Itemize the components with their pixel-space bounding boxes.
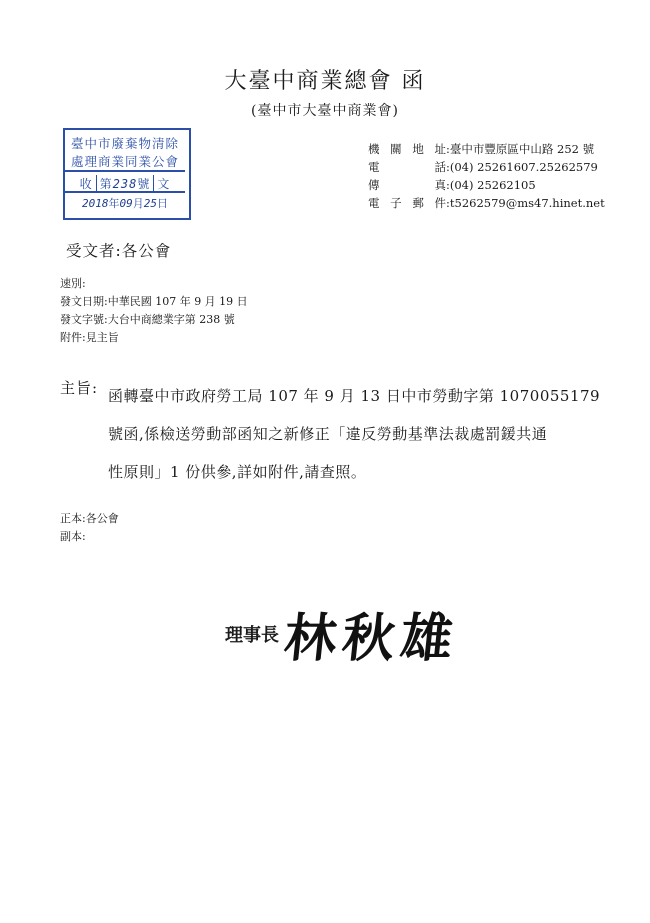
contact-phone-line: 電 話:(04) 25261607.25262579	[368, 160, 598, 174]
recipient: 受文者:各公會	[66, 242, 172, 260]
stamp-date-day-unit: 日	[157, 197, 168, 210]
stamp-doc-char: 文	[153, 175, 173, 192]
fax-value: (04) 25262105	[449, 178, 536, 192]
meta-date: 發文日期:中華民國 107 年 9 月 19 日	[60, 295, 248, 308]
subject-line: 號函,係檢送勞動部函知之新修正「違反勞動基準法裁處罰鍰共通	[108, 425, 548, 443]
document-title: 大臺中商業總會 函	[224, 69, 426, 94]
contact-fax-line: 傳 真:(04) 25262105	[368, 178, 536, 192]
subject-body	[108, 377, 608, 491]
contact-block	[368, 140, 605, 212]
chairman-signature: 林秋雄	[281, 609, 462, 669]
subject-label: 主旨:	[60, 379, 99, 397]
stamp-number-suffix: 號	[137, 177, 151, 191]
receipt-stamp	[63, 128, 189, 218]
stamp-number: 238	[112, 177, 138, 191]
email-label: 電子郵件	[368, 196, 446, 210]
phone-value: (04) 25261607.25262579	[449, 160, 598, 174]
stamp-number-row	[63, 175, 187, 192]
stamp-date-month: 09	[119, 197, 133, 210]
meta-speed: 速別:	[60, 277, 86, 290]
meta-attachment: 附件:見主旨	[60, 331, 119, 344]
subject-line: 性原則」1 份供參,詳如附件,請查照。	[108, 463, 367, 481]
meta-doc-number: 發文字號:大台中商總業字第 238 號	[60, 313, 235, 326]
stamp-org-line1: 臺中市廢棄物清除	[70, 136, 179, 151]
original-recipients: 正本:各公會	[60, 512, 119, 525]
stamp-number-cell	[96, 175, 154, 192]
subject-line: 函轉臺中市政府勞工局 107 年 9 月 13 日中市勞動字第 1070055179	[108, 387, 601, 405]
stamp-date-year: 2018	[82, 197, 109, 210]
document-subtitle: (臺中市大臺中商業會)	[251, 103, 399, 119]
stamp-date-year-unit: 年	[108, 197, 120, 210]
distribution	[60, 510, 119, 546]
stamp-number-prefix: 第	[99, 177, 113, 191]
contact-email-line: 電子郵件:t5262579@ms47.hinet.net	[368, 196, 605, 210]
stamp-receipt-label: 收	[79, 177, 93, 191]
email-value: t5262579@ms47.hinet.net	[449, 196, 605, 210]
stamp-divider	[65, 191, 185, 193]
document-meta	[60, 275, 248, 347]
contact-address-line: 機關地址:臺中市豐原區中山路 252 號	[368, 142, 595, 156]
stamp-date-day: 25	[143, 197, 157, 210]
copy-recipients: 副本:	[60, 530, 86, 543]
stamp-org-line2: 處理商業同業公會	[70, 154, 179, 169]
stamp-divider	[65, 170, 185, 172]
address-label: 機關地址	[368, 142, 446, 156]
phone-label: 電 話	[368, 160, 446, 174]
stamp-date-month-unit: 月	[132, 197, 144, 210]
address-value: 臺中市豐原區中山路 252 號	[449, 142, 595, 156]
chairman-title: 理事長	[225, 625, 279, 646]
stamp-date-row	[63, 195, 187, 211]
fax-label: 傳 真	[368, 178, 446, 192]
